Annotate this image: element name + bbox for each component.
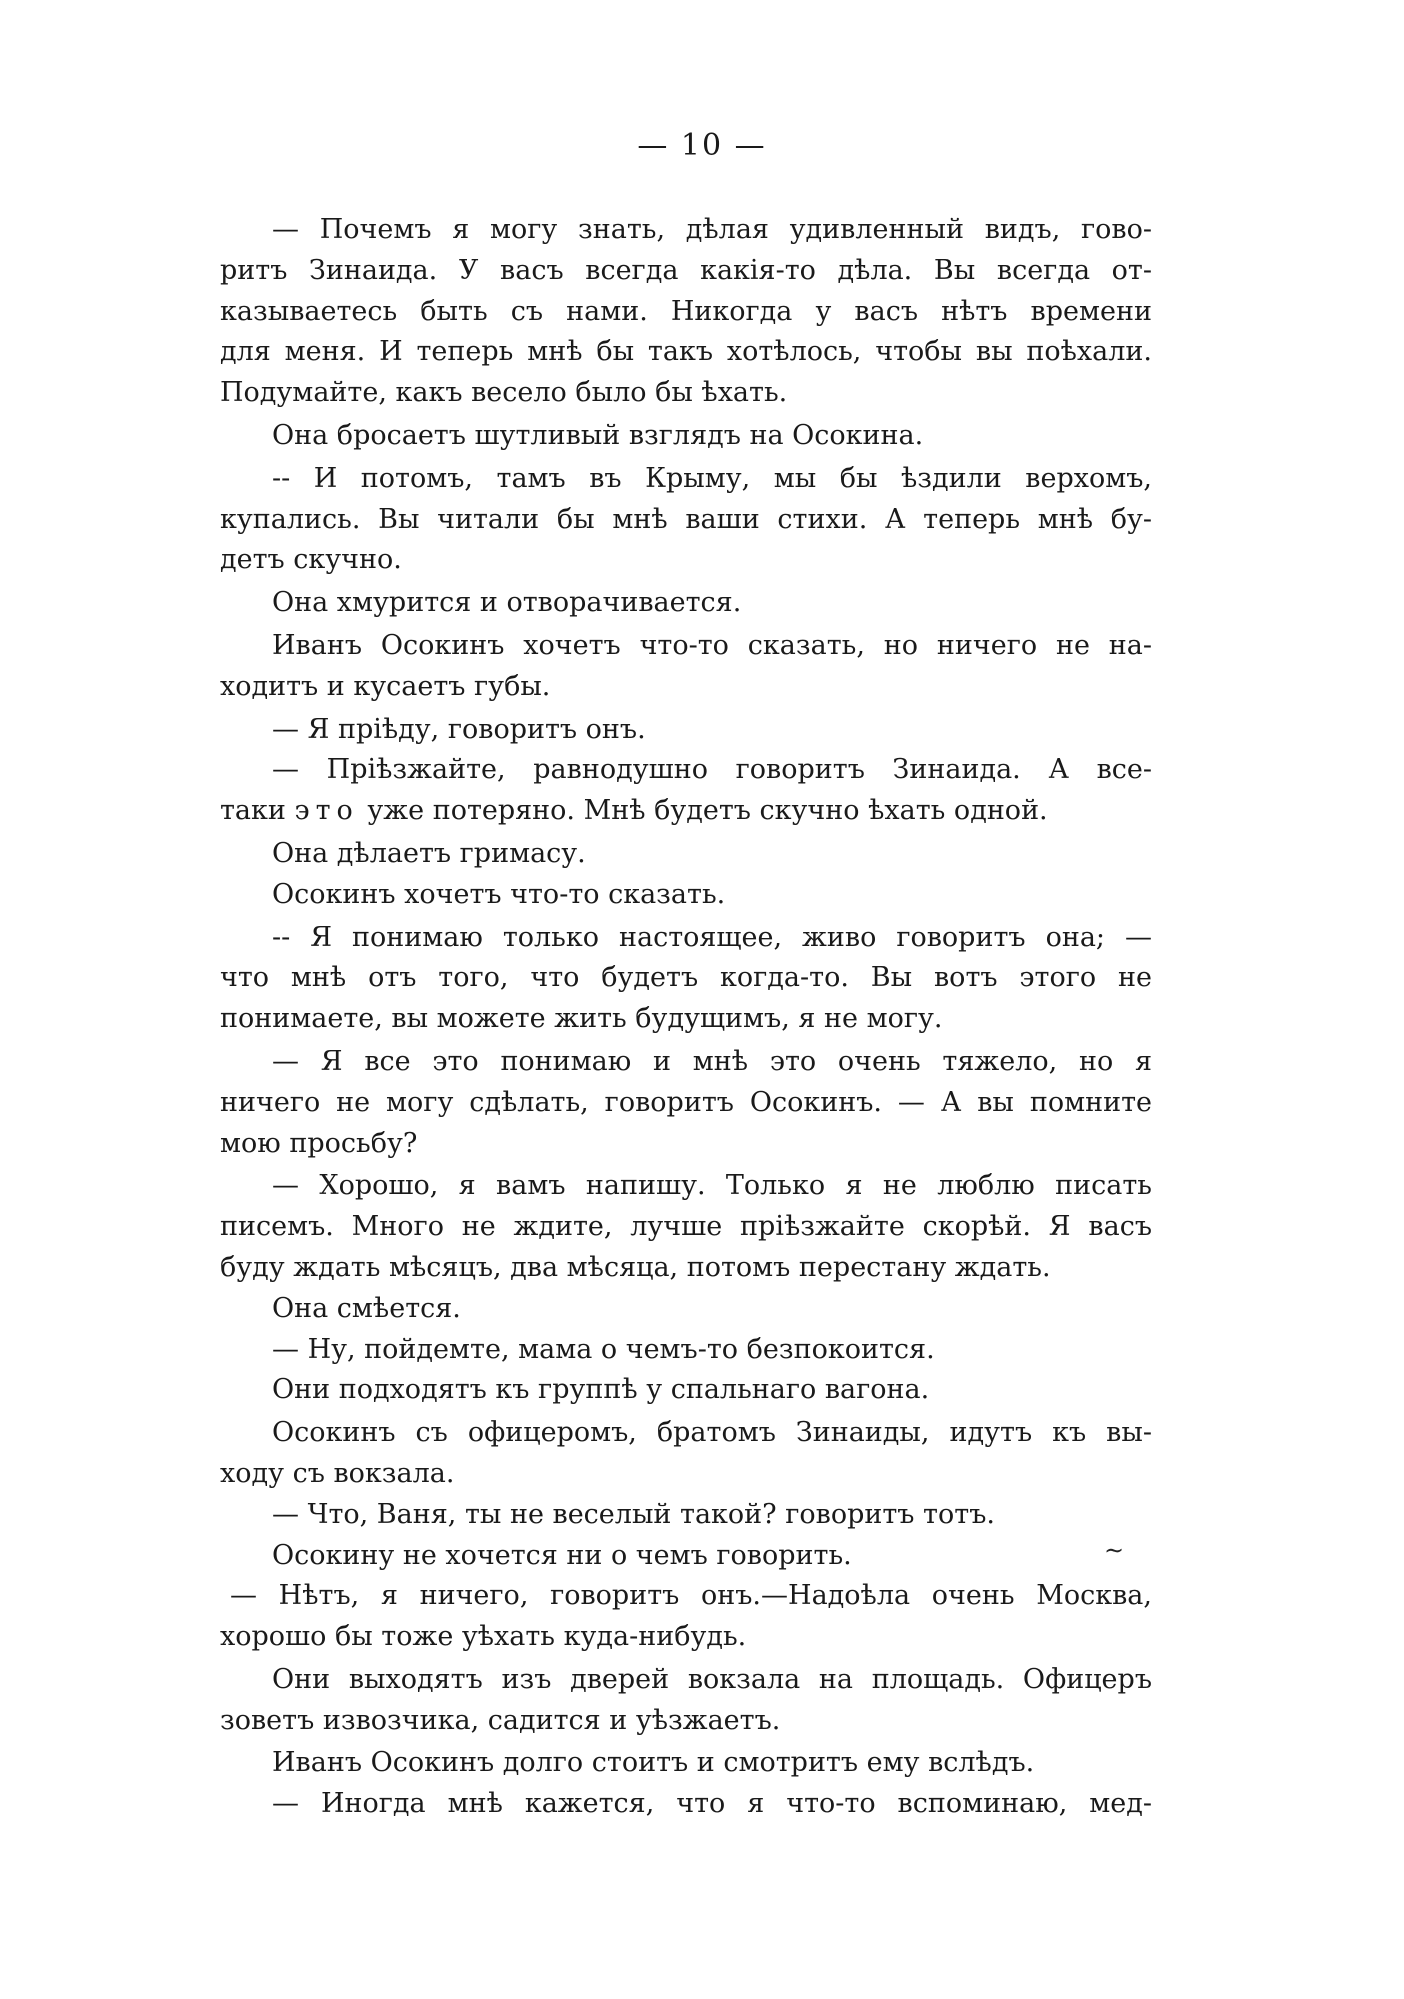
text-line: -- Я понимаю только настоящее, живо говоритъ она; — <box>272 921 1152 953</box>
text-line: — Пріѣзжайте, равнодушно говоритъ Зинаида. А все- <box>272 754 1152 786</box>
text-line: детъ скучно. <box>220 544 402 576</box>
text-line: — Что, Ваня, ты не веселый такой? говоритъ тотъ. <box>272 1498 995 1530</box>
text-line: Осокину не хочется ни о чемъ говорить. <box>272 1539 852 1571</box>
line-start: таки <box>220 795 295 827</box>
text-line: купались. Вы читали бы мнѣ ваши стихи. А теперь мнѣ бу- <box>220 503 1152 535</box>
text-line: — Хорошо, я вамъ напишу. Только я не люблю писать <box>272 1170 1152 1202</box>
text-line <box>220 791 1152 832</box>
text-line: Она дѣлаетъ гримасу. <box>272 837 586 869</box>
text-line: ничего не могу сдѣлать, говоритъ Осокинъ. — А вы помните <box>220 1086 1152 1118</box>
text-line: Иванъ Осокинъ долго стоитъ и смотритъ ему вслѣдъ. <box>272 1747 1035 1779</box>
page-number: — 10 — <box>637 128 767 163</box>
stray-pen-mark: ∼ <box>1104 1536 1125 1564</box>
text-line: Иванъ Осокинъ хочетъ что-то сказать, но ничего не на- <box>272 629 1152 661</box>
text-line: Осокинъ съ офицеромъ, братомъ Зинаиды, идутъ къ вы- <box>272 1417 1152 1449</box>
text-line: — Иногда мнѣ кажется, что я что-то вспоминаю, мед- <box>272 1788 1152 1820</box>
text-line: казываетесь быть съ нами. Никогда у васъ нѣтъ времени <box>220 295 1152 327</box>
text-line: Подумайте, какъ весело было бы ѣхать. <box>220 377 788 409</box>
text-line: Она бросаетъ шутливый взглядъ на Осокина. <box>272 419 924 451</box>
spaced-word: это <box>294 795 359 827</box>
line-rest: уже потеряно. Мнѣ будетъ скучно ѣхать одной. <box>358 795 1048 827</box>
text-line: — Ну, пойдемте, мама о чемъ-то безпокоится. <box>272 1333 935 1365</box>
text-line: — Нѣтъ, я ничего, говоритъ онъ.—Надоѣла очень Москва, <box>230 1580 1152 1612</box>
text-line: ходу съ вокзала. <box>220 1457 455 1489</box>
text-line: зоветъ извозчика, садится и уѣзжаетъ. <box>220 1704 781 1736</box>
text-line: — Я пріѣду, говоритъ онъ. <box>272 713 646 745</box>
text-line: мою просьбу? <box>220 1127 418 1159</box>
text-body <box>220 210 1152 1825</box>
text-line: Они выходятъ изъ дверей вокзала на площадь. Офицеръ <box>272 1663 1152 1695</box>
text-line: — Почемъ я могу знать, дѣлая удивленный видъ, гово- <box>272 214 1152 245</box>
text-line: писемъ. Много не ждите, лучше пріѣзжайте скорѣй. Я васъ <box>220 1211 1152 1243</box>
text-line: Они подходятъ къ группѣ у спальнаго вагона. <box>272 1374 930 1406</box>
text-line: понимаете, вы можете жить будущимъ, я не могу. <box>220 1003 943 1035</box>
text-line: — Я все это понимаю и мнѣ это очень тяжело, но я <box>272 1045 1152 1077</box>
text-line: буду ждать мѣсяцъ, два мѣсяца, потомъ перестану ждать. <box>220 1251 1051 1283</box>
text-line: Осокинъ хочетъ что-то сказать. <box>272 878 726 910</box>
text-line: Она хмурится и отворачивается. <box>272 587 742 619</box>
text-line: хорошо бы тоже уѣхать куда-нибудь. <box>220 1621 747 1653</box>
text-line: Она смѣется. <box>272 1292 461 1324</box>
text-line: ходитъ и кусаетъ губы. <box>220 670 551 702</box>
text-line: для меня. И теперь мнѣ бы такъ хотѣлось, чтобы вы поѣхали. <box>220 336 1152 368</box>
text-line: -- И потомъ, тамъ въ Крыму, мы бы ѣздили верхомъ, <box>272 462 1152 494</box>
text-line: ритъ Зинаида. У васъ всегда какія-то дѣла. Вы всегда от- <box>220 254 1152 286</box>
text-line: что мнѣ отъ того, что будетъ когда-то. Вы вотъ этого не <box>220 962 1152 994</box>
